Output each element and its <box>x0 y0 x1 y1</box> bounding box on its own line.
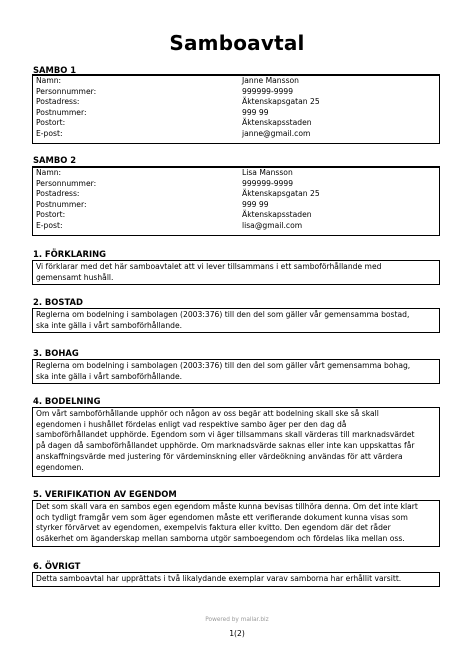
sambo1-heading: SAMBO 1 <box>33 65 77 75</box>
section-verifikation-text: Det som skall vara en sambos egen egendom måste kunna bevisas tillhöra denna. Om det inte klart och tydligt framgår vem som äger egendomen måste ett verifierande dokument kunna visas som styrker förvärvet av egendomen, exempelvis faktura eller kvitto. Den egendom där det råder osäkerhet om äganderskap mellan samborna utgör samboegendom och fördelas lika mellan oss. <box>36 502 418 544</box>
sambo1-name-value: Janne Mansson <box>242 76 299 85</box>
sambo1-row-postnummer: Postnummer: 999 99 <box>36 107 269 117</box>
section-bohag-heading: 3. BOHAG <box>33 348 79 358</box>
section-bodelning-box <box>32 407 440 477</box>
page-number: 1(2) <box>229 629 245 638</box>
section-bodelning-text: Om vårt samboförhållande upphör och någon av oss begär att bodelning skall ske så skall egendomen i hushållet fördelas enligt vad respektive sambo äger per den dag då samboförhållandet upphörde. Egendom som vi äger tillsammans skall värderas till marknadsvärdet på dagen då samboförhållandet upphörde. Om marknadsvärde saknas eller inte kan uppskattas får anskaffningsvärde med justering för värdeminskning eller värdeökning användas för att värdera egendomen. <box>36 409 415 472</box>
section-ovrigt-text: Detta samboavtal har upprättats i två likalydande exemplar varav samborna har erhållit varsitt. <box>36 574 402 583</box>
sambo2-row-name: Namn: Lisa Mansson <box>36 168 293 177</box>
sambo2-row-postort: Postort: Äktenskapsstaden <box>36 210 312 220</box>
sambo2-row-postadress: Postadress: Äktenskapsgatan 25 <box>36 189 320 199</box>
footer-brand: Powered by mallar.biz <box>205 617 269 623</box>
section-bohag-box <box>32 359 440 384</box>
sambo2-row-epost: E-post: lisa@gmail.com <box>36 220 303 230</box>
sambo2-row-personnummer: Personnummer: 999999-9999 <box>36 178 294 188</box>
section-verifikation-heading: 5. VERIFIKATION AV EGENDOM <box>33 489 177 499</box>
section-bodelning-heading: 4. BODELNING <box>33 396 101 406</box>
section-ovrigt-heading: 6. ÖVRIGT <box>33 561 81 571</box>
section-bostad-text: Reglerna om bodelning i sambolagen (2003:376) till den del som gäller vår gemensamma bostad, ska inte gälla i vårt samboförhållande. <box>36 310 410 330</box>
section-forklaring-text: Vi förklarar med det här samboavtalet att vi lever tillsammans i ett samboförhållande med gemensamt hushåll. <box>36 262 382 282</box>
sambo1-row-postadress: Postadress: Äktenskapsgatan 25 <box>36 97 320 107</box>
section-bostad-heading: 2. BOSTAD <box>33 297 83 307</box>
section-forklaring-box <box>32 260 440 285</box>
sambo1-box <box>32 74 440 144</box>
section-ovrigt-box <box>32 572 440 587</box>
sambo1-row-postort: Postort: Äktenskapsstaden <box>36 118 312 128</box>
section-forklaring-heading: 1. FÖRKLARING <box>33 249 106 259</box>
section-bohag-text: Reglerna om bodelning i sambolagen (2003:376) till den del som gäller vårt gemensamma bohag, ska inte gälla i vårt samboförhållande. <box>36 361 411 381</box>
section-verifikation-box <box>32 500 440 547</box>
sambo2-heading: SAMBO 2 <box>33 155 77 165</box>
sambo2-box <box>32 166 440 236</box>
sambo1-row-epost: E-post: janne@gmail.com <box>36 128 311 138</box>
sambo1-row-name: Namn: Janne Mansson <box>33 76 439 87</box>
document-title: Samboavtal <box>169 31 305 55</box>
sambo1-row-personnummer: Personnummer: 999999-9999 <box>36 86 294 96</box>
sambo2-row-postnummer: Postnummer: 999 99 <box>36 199 269 209</box>
section-bostad-box <box>32 308 440 333</box>
